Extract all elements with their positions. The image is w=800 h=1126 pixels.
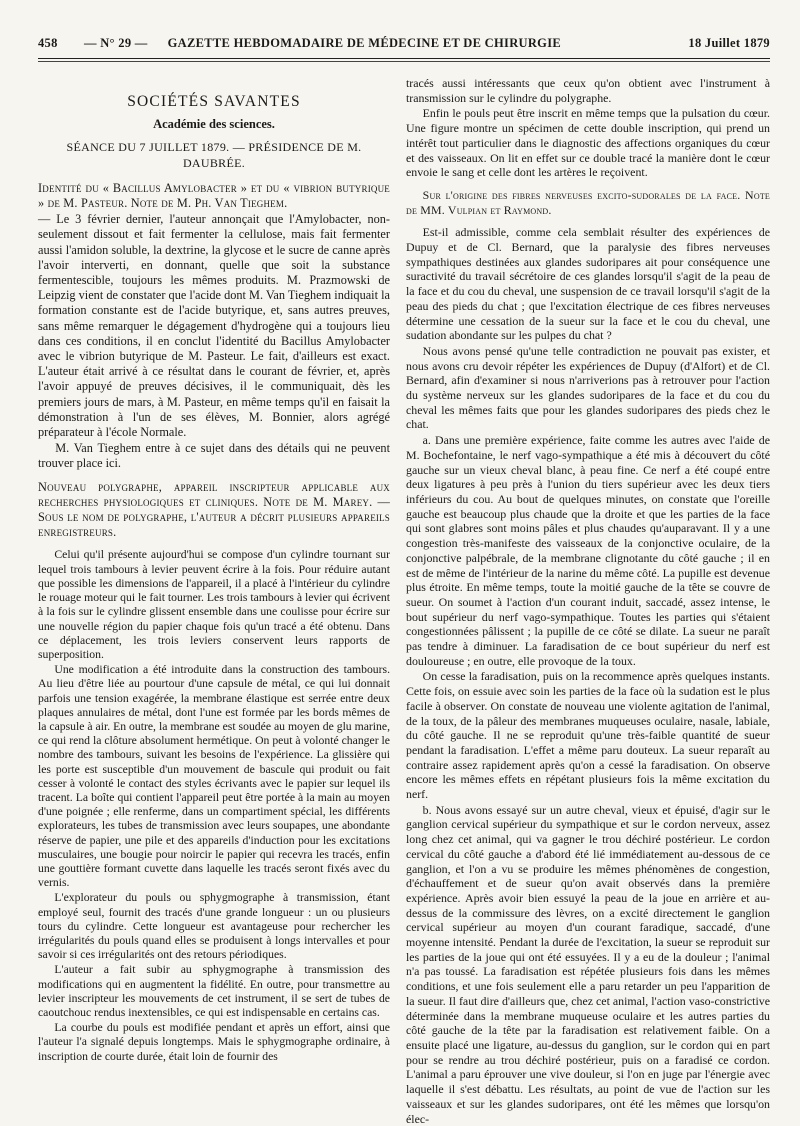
article-paragraph: La courbe du pouls est modifiée pendant et après un effort, ainsi que l'auteur l'a signalé depuis longtemps. Mais le sphygmographe ordinaire, à inscription de courte durée, était loin de fournir des: [38, 1021, 390, 1063]
right-column: [406, 76, 770, 1126]
article-paragraph: L'explorateur du pouls ou sphygmographe à transmission, étant employé seul, fournit des tracés d'une grande longueur : un ou plusieurs tours du cylindre. Cette longueur est avantageuse pour rechercher les irrégularités du pouls quand elles se produisent à longs intervalles et pour savoir si ces irrégularités ont des retours périodiques.: [38, 891, 390, 962]
academy-title: Académie des sciences.: [153, 117, 275, 132]
article-paragraph: On cesse la faradisation, puis on la recommence après quelques instants. Cette fois, on essuie avec soin les parties de la face où la sudation est le plus facile à observer. On constate de nouveau une violente agitation de l'animal, de la toux, de la pâleur des membranes muqueuses oculaire, nasale, labiale, du côté gauche. Il ne se reproduit qu'une très-faible quantité de sueur pendant la faradisation. L'effet a même paru douteux. La sueur reparaît au contraire assez rapidement après qu'on a cessé la faradisation. On observe encore les mêmes effets en répétant plusieurs fois la même excitation du nerf.: [406, 669, 770, 802]
journal-title: GAZETTE HEBDOMADAIRE DE MÉDECINE ET DE CHIRURGIE: [167, 36, 562, 50]
article-paragraph: Enfin le pouls peut être inscrit en même temps que la pulsation du cœur. Une figure montre un spécimen de cette double inscription, qui prend un intérêt tout particulier dans le diagnostic des affections organiques du cœur et des vaisseaux. On lit en effet sur ce double tracé la manière dont le cœur envoie le sang et celle dont les artères le reçoivent.: [406, 106, 770, 180]
header-rule-thin: [38, 61, 770, 62]
article-paragraph: L'auteur a fait subir au sphygmographe à transmission des modifications qui en augmentent la fidélité. En outre, pour transmettre au levier inscripteur les mouvements de cet instrument, il se sert de tubes de caoutchouc rendus inextensibles, ce qui est indispensable en certains cas.: [38, 963, 390, 1019]
article-heading-vulpian: Sur l'origine des fibres nerveuses excito-sudorales de la face. Note de MM. Vulpian et Raymond.: [406, 187, 770, 217]
page-header: [38, 36, 770, 56]
article-heading-marey: Nouveau polygraphe, appareil inscripteur applicable aux recherches physiologiques et cliniques. Note de M. Marey. — Sous le nom de polygraphe, l'auteur a décrit plusieurs appareils enregistreurs.: [38, 479, 390, 540]
article-paragraph: tracés aussi intéressants que ceux qu'on obtient avec l'instrument à transmission sur le cylindre du polygraphe.: [406, 76, 770, 105]
left-column: [38, 72, 390, 1082]
article-paragraph: — Le 3 février dernier, l'auteur annonçait que l'Amylobacter, non-seulement dissout et fait fermenter la cellulose, mais fait fermenter aussi l'amidon soluble, la dextrine, la glycose et le sucre de canne après l'avoir interverti, en donnant, quelle que soit la substance fermentescible, toujours les mêmes produits. M. Prazmowski de Leipzig vient de constater que l'acide dont M. Van Tieghem indiquait la formation constante est de l'acide butyrique, et, sans autres preuves, sans même remarquer le dégagement d'hydrogène qui a toujours lieu dans ces conditions, il en conclut l'identité du Bacillus Amylobacter avec le vibrion butyrique de M. Pasteur. Le fait, d'ailleurs est exact. L'auteur était arrivé à ce résultat dans le courant de février, et, après l'avoir appuyé de preuves décisives, il le communiquait, dès les premiers jours de mars, à M. Pasteur, en même temps qu'il en faisait la démonstration à l'un de ses élèves, M. Bonnier, alors agrégé préparateur à l'école Normale.: [38, 212, 390, 440]
article-heading-tieghem: Identité du « Bacillus Amylobacter » et du « vibrion butyrique » de M. Pasteur. Note de M. Ph. Van Tieghem.: [38, 180, 390, 211]
section-title: SOCIÉTÉS SAVANTES: [127, 93, 301, 110]
page-number: 458: [38, 36, 58, 50]
article-paragraph: M. Van Tieghem entre à ce sujet dans des détails qui ne peuvent trouver place ici.: [38, 441, 390, 471]
issue-number: — N° 29 —: [84, 36, 148, 50]
article-paragraph: b. Nous avons essayé sur un autre cheval, vieux et épuisé, d'agir sur le ganglion cervical supérieur du sympathique et sur le cordon nerveux, assez long chez cet animal, qui va gagner le trou déchiré postérieur. Le cordon cervical du côté gauche a d'abord été lié immédiatement au-dessous de ce ganglion, et l'on a vu se produire les mêmes phénomènes de congestion, d'échauffement et de sueur qu'on avait observés dans la première expérience. Après avoir bien essuyé la peau de la joue en arrière et au-dessus de la commissure des lèvres, on a excité directement le ganglion cervical supérieur au moyen d'un courant faradique, saccadé, d'une moyenne intensité. Pendant la durée de l'excitation, la sueur se reproduit sur les parties de la joue qui ont été essuyées. Il y a eu de la douleur ; l'animal n'a pas toussé. La faradisation est répétée plusieurs fois dans les mêmes conditions, et une fois seulement elle a paru retarder un peu l'apparition de la sueur. Il faut dire d'ailleurs que, chez cet animal, l'action vaso-constrictive déterminée dans la membrane muqueuse oculaire et les autres parties du côté gauche de la tête par la faradisation est relativement faible. On a ensuite placé une ligature, au-dessus du ganglion, sur le cordon qui en part pour se rendre au trou déchiré postérieur, puis on a faradisé ce cordon. L'animal a paru éprouver une vive douleur, si l'on en juge par l'énergie avec laquelle il s'est débattu. Les résultats, au point de vue de l'action sur les vaisseaux et sur les glandes sudoripares, ont été les mêmes que lorsqu'on élec-: [406, 802, 770, 1126]
article-paragraph: Celui qu'il présente aujourd'hui se compose d'un cylindre tournant sur lequel trois tambours à levier peuvent écrire à la fois. Pour réduire autant que possible les dimensions de l'appareil, il a placé à l'intérieur du cylindre le rouage moteur qui le fait tourner. Les trois tambours à levier qui écrivent à la fois sur le cylindre glissent ensemble dans une coulisse pour écrire sur une nouvelle région du papier chaque fois qu'un tracé a été obtenu. Dans ce déplacement, les trois leviers conservent leurs rapports de superposition.: [38, 548, 390, 661]
article-paragraph: Nous avons pensé qu'une telle contradiction ne pouvait pas exister, et nous avons cru devoir répéter les expériences de Dupuy (d'Alfort) et de Cl. Bernard, afin d'examiner si nous n'arriverions pas à retrouver pour l'action du système nerveux sur les glandes sudoripares de la face et du cou du cheval les mêmes faits que pour les glandes sudoripares des pieds chez le chat.: [406, 343, 770, 432]
header-rule: [38, 58, 770, 59]
article-paragraph: Est-il admissible, comme cela semblait résulter des expériences de Dupuy et de Cl. Bernard, que la paralysie des fibres nerveuses sympathiques destinées aux glandes sudoripares ait pour conséquence une suractivité du travail sécrétoire de ces glandes lorsqu'il s'agit de la peau de la face et du cou du cheval, une suspension de ce travail lorsqu'il s'agit de la peau des pieds du chat ; que l'excitation électrique de ces fibres nerveuses détermine une cessation de la sueur sur la face et le cou du cheval, une sudation abondante sur les pulpes du chat ?: [406, 225, 770, 343]
issue-date: 18 Juillet 1879: [688, 36, 770, 50]
article-paragraph: Une modification a été introduite dans la construction des tambours. Au lieu d'être liée au pourtour d'une capsule de métal, ce qui lui donnait parfois une tension exagérée, la membrane élastique est serrée entre deux plaques annulaires de métal, dont l'une est formée par les bords mêmes de la capsule à air. En outre, la membrane est soudée au moyen de glu marine, ce qui rend la clôture absolument hermétique. On peut à volonté changer le nombre des tambours, suivant les besoins de l'expérience. La glissière qui les porte est susceptible d'un mouvement de bascule qui produit ou fait cesser à volonté le contact des styles écrivants avec le papier sur lequel ils tracent. La boîte qui contient l'appareil peut être portée à la main au moyen d'une poignée ; elle renferme, dans un compartiment spécial, les différents explorateurs, les tubes de transmission avec leurs soupapes, une abondante réserve de papier, une pile et des appareils d'induction pour les excitations musculaires, une bougie pour noircir le papier qui recevra les tracés, enfin une gouttière formant cuvette dans laquelle les tracés seront fixés avec du vernis.: [38, 663, 390, 890]
session-line: SÉANCE DU 7 JUILLET 1879. — PRÉSIDENCE DE M. DAUBRÉE.: [66, 140, 362, 170]
article-paragraph: a. Dans une première expérience, faite comme les autres avec l'aide de M. Bochefontaine, le nerf vago-sympathique a été mis à découvert du côté gauche sur un vieux cheval blanc, à peau fine. Ce nerf a été coupé entre deux ligatures à peu près à l'union du tiers supérieur avec les deux tiers inférieurs du cou. Au bout de quelques minutes, on constate que l'oreille gauche est beaucoup plus chaude que la droite et que les parties de la face qui sont glabres sont moins pâles et plus chaudes qu'auparavant. Il y a une congestion très-manifeste des vaisseaux de la conjonctive oculaire, de la conjonctive palpébrale, de la membrane clignotante du côté gauche ; il en est de même de l'intérieur de la narine du même côté. La pupille est devenue plus étroite. En même temps, toute la moitié gauche de la tête se couvre de sueur. On soumet à l'action d'un courant induit, saccadé, assez intense, le bout supérieur du nerf vago-sympathique. Toutes les parties qui s'étaient congestionnées pâlissent ; la pupille de ce côté se dilate. La sueur ne paraît pas tendre à diminuer. La faradisation de ce bout supérieur du nerf est douloureuse ; en outre, elle provoque de la toux.: [406, 433, 770, 668]
